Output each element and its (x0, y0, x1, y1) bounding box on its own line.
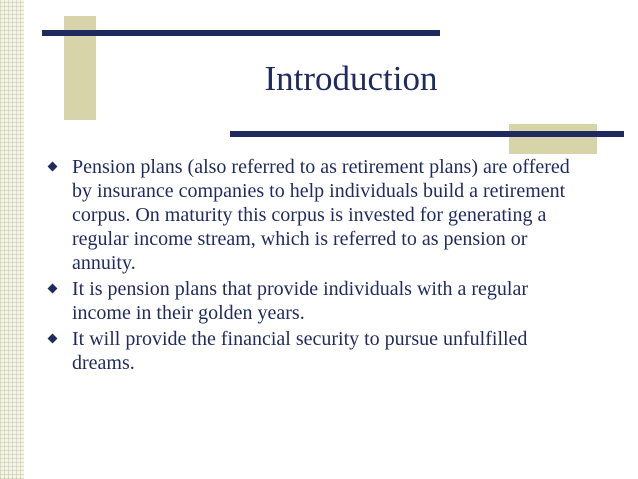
bullet-item (46, 155, 586, 275)
decorative-line-top (42, 30, 440, 36)
bullet-text: Pension plans (also referred to as retirement plans) are offered by insurance companies to help individuals build a retirement corpus. On maturity this corpus is invested for generating a regular income stream, which is referred to as pension or annuity. (72, 156, 570, 274)
diamond-bullet-icon (46, 155, 66, 179)
diamond-bullet-icon (46, 327, 66, 351)
bullet-list (46, 155, 586, 377)
slide-title: Introduction (264, 59, 438, 98)
decorative-block-bottom (509, 124, 597, 154)
bullet-text: It will provide the financial security to pursue unfulfilled dreams. (72, 328, 528, 374)
bullet-item (46, 327, 586, 375)
bullet-item (46, 277, 586, 325)
bullet-text: It is pension plans that provide individuals with a regular income in their golden years. (72, 278, 529, 324)
side-grid-pattern (0, 0, 24, 479)
decorative-line-bottom (230, 131, 624, 137)
diamond-bullet-icon (46, 277, 66, 301)
